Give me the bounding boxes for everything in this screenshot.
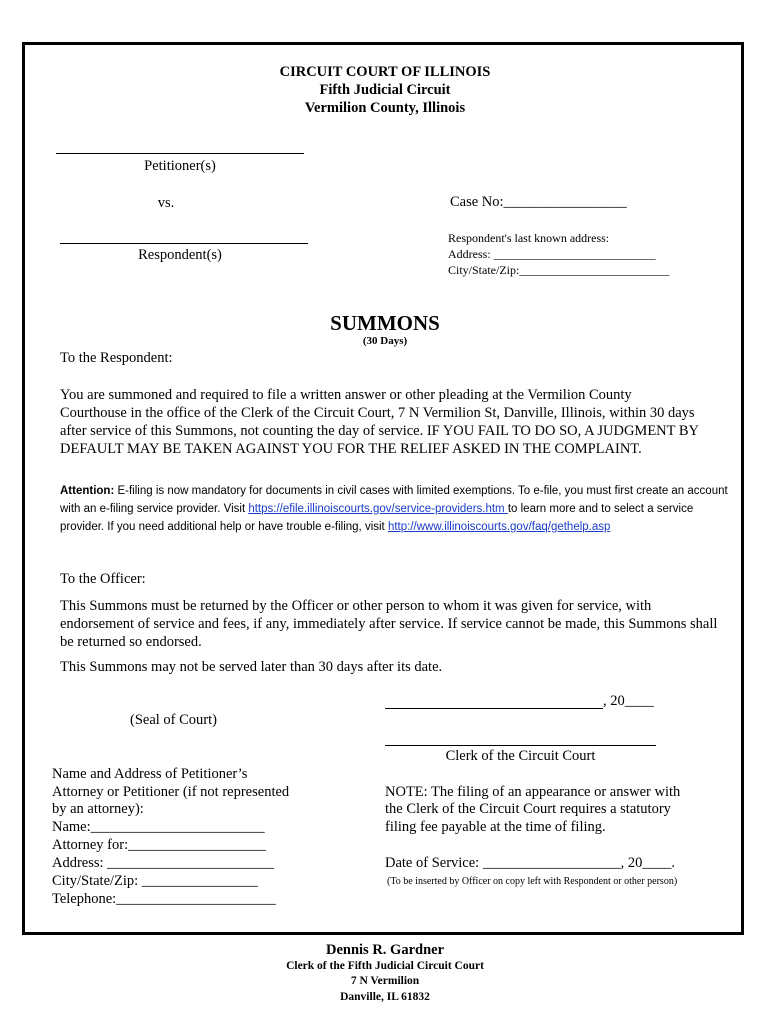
respondent-address-heading: Respondent's last known address:: [448, 231, 610, 245]
efiling-attention-notice: [60, 482, 732, 536]
attorney-block-heading-2: Attorney or Petitioner (if not represented: [52, 784, 290, 800]
attorney-name-field: Name:________________________: [52, 819, 265, 835]
respondent-salutation: To the Respondent:: [60, 350, 173, 366]
respondent-instructions: You are summoned and required to file a written answer or other pleading at the Vermilion County Courthouse in the office of the Clerk of the Circuit Court, 7 N Vermilion St, Danville, Illinois, within 30 days after service of this Summons, not counting the day of service. IF YOU FAIL TO DO SO, A JUDGMENT BY DEFAULT MAY BE TAKEN AGAINST YOU FOR THE RELIEF ASKED IN THE COMPLAINT.: [60, 387, 699, 457]
court-name: CIRCUIT COURT OF ILLINOIS: [279, 64, 491, 80]
filing-fee-note-1: NOTE: The filing of an appearance or answer with: [385, 784, 681, 800]
seal-of-court: (Seal of Court): [130, 712, 217, 728]
petitioner-label: Petitioner(s): [144, 158, 216, 174]
date-signature-line: [385, 708, 603, 709]
attorney-city-state-zip-field: City/State/Zip: ________________: [52, 873, 258, 889]
attorney-telephone-field: Telephone:______________________: [52, 891, 276, 907]
attention-text-1: E-filing is now mandatory for documents in civil cases with limited exemptions. To e-file, you must first create an account with an e-filing service provider. Visit: [60, 485, 728, 515]
vs-label: vs.: [157, 195, 175, 211]
filing-fee-note-2: the Clerk of the Circuit Court requires a statutory: [385, 801, 671, 817]
respondent-address-field: Address: ___________________________: [448, 247, 656, 261]
attorney-block-heading-3: by an attorney):: [52, 801, 144, 817]
attention-text-2: to learn more and to select a service provider. If you need additional help or have trouble e-filing, visit: [60, 503, 694, 533]
date-year-suffix: , 20____: [603, 693, 654, 709]
attention-label: Attention:: [60, 485, 115, 497]
filing-fee-note-3: filing fee payable at the time of filing.: [385, 819, 606, 835]
summons-title: SUMMONS: [330, 311, 440, 335]
officer-salutation: To the Officer:: [60, 571, 146, 587]
service-instruction: (To be inserted by Officer on copy left with Respondent or other person): [387, 876, 678, 887]
case-number-field: Case No:_________________: [450, 194, 627, 210]
respondent-city-state-zip-field: City/State/Zip:_________________________: [448, 263, 670, 277]
clerk-label: Clerk of the Circuit Court: [445, 748, 596, 764]
respondent-signature-line: [60, 243, 308, 244]
clerk-street: 7 N Vermilion: [350, 975, 420, 987]
service-providers-link[interactable]: https://efile.illinoiscourts.gov/service-providers.htm: [248, 503, 508, 515]
clerk-name: Dennis R. Gardner: [325, 942, 445, 958]
judicial-circuit: Fifth Judicial Circuit: [319, 82, 451, 98]
gethelp-link[interactable]: http://www.illinoiscourts.gov/faq/gethelp.asp: [387, 521, 611, 533]
attorney-block-heading-1: Name and Address of Petitioner’s: [52, 766, 248, 782]
officer-instructions: This Summons must be returned by the Officer or other person to whom it was given for service, with endorsement of service and fees, if any, immediately after service. If service cannot be made, this Summons shall be returned so endorsed.: [60, 598, 718, 650]
summons-subtitle: (30 Days): [362, 335, 408, 347]
respondent-label: Respondent(s): [138, 247, 222, 263]
county-name: Vermilion County, Illinois: [304, 100, 466, 116]
service-time-limit: This Summons may not be served later than 30 days after its date.: [60, 659, 443, 675]
clerk-city: Danville, IL 61832: [340, 991, 430, 1003]
clerk-title: Clerk of the Fifth Judicial Circuit Court: [286, 960, 484, 972]
attorney-address-field: Address: _______________________: [52, 855, 274, 871]
attorney-for-field: Attorney for:___________________: [52, 837, 266, 853]
clerk-signature-line: [385, 745, 656, 746]
date-of-service-field: Date of Service: ___________________, 20____.: [385, 855, 675, 871]
petitioner-signature-line: [56, 153, 304, 154]
